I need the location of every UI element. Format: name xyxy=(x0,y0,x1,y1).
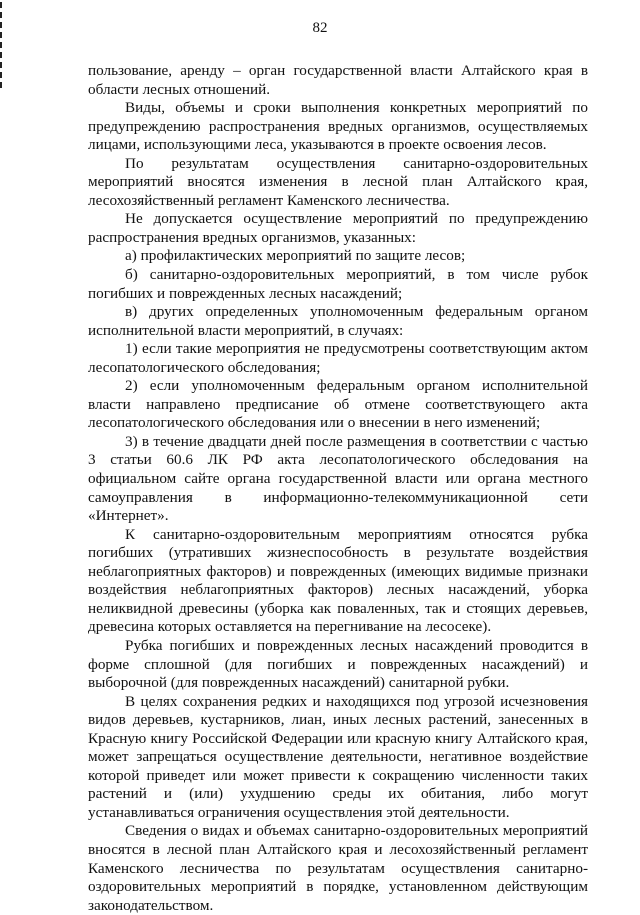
list-item-3: 3) в течение двадцати дней после размещения в соответствии с частью 3 статьи 60.6 ЛК РФ акта лесопатологического обследования на официальном сайте органа государственной власти или органа местного самоуправления в информационно-телекоммуникационной сети «Интернет». xyxy=(88,432,588,525)
list-item-1: 1) если такие мероприятия не предусмотрены соответствующим актом лесопатологического обследования; xyxy=(88,340,588,376)
list-item-a: а) профилактических мероприятий по защите лесов; xyxy=(125,247,466,265)
page-number: 82 xyxy=(312,20,328,36)
binding-edge-mark xyxy=(0,2,2,92)
list-item-c: в) других определенных уполномоченным федеральным органом исполнительной власти мероприятий, в случаях: xyxy=(88,303,588,339)
paragraph-prohibition: Не допускается осуществление мероприятий по предупреждению распространения вредных организмов, указанных: xyxy=(88,210,588,246)
paragraph-information-entry: Сведения о видах и объемах санитарно-оздоровительных мероприятий вносятся в лесной план Алтайского края и лесохозяйственный регламент Каменского лесничества по результатам осуществления санитарно-оздоровительных мероприятий в порядке, установленном действующим законодательством. xyxy=(88,822,588,914)
paragraph-felling-forms: Рубка погибших и поврежденных лесных насаждений проводится в форме сплошной (для погибших и поврежденных насаждений) и выборочной (для поврежденных насаждений) санитарной рубки. xyxy=(88,636,588,692)
paragraph-measures-types: Виды, объемы и сроки выполнения конкретных мероприятий по предупреждению распространения вредных организмов, осуществляемых лицами, использующими леса, указываются в проекте освоения лесов. xyxy=(88,99,588,154)
list-item-2: 2) если уполномоченным федеральным органом исполнительной власти направлено предписание об отмене соответствующего акта лесопатологического обследования или о внесении в него изменений; xyxy=(88,377,588,432)
paragraph-continuation: пользование, аренду – орган государственной власти Алтайского края в области лесных отношений. xyxy=(88,62,588,98)
paragraph-plan-changes: По результатам осуществления санитарно-оздоровительных мероприятий вносятся изменения в лесной план Алтайского края, лесохозяйственный регламент Каменского лесничества. xyxy=(88,154,588,209)
paragraph-sanitary-measures: К санитарно-оздоровительным мероприятиям относятся рубка погибших (утративших жизнеспособность в результате воздействия неблагоприятных факторов) и поврежденных (имеющих видимые признаки воздействия неблагоприятных факторов) лесных насаждений, уборка неликвидной древесины (уборка как поваленных, так и стоящих деревьев, древесина которых оставляется на перегнивание на лесосеке). xyxy=(88,525,588,636)
paragraph-rare-species: В целях сохранения редких и находящихся под угрозой исчезновения видов деревьев, кустарников, лиан, иных лесных растений, занесенных в Красную книгу Российской Федерации или красную книгу Алтайского края, может запрещаться осуществление деятельности, негативное воздействие которой приведет или может привести к сокращению численности таких растений и (или) ухудшению среды их обитания, либо могут устанавливаться ограничения осуществления этой деятельности. xyxy=(88,692,588,821)
document-body xyxy=(88,62,588,915)
list-item-b: б) санитарно-оздоровительных мероприятий, в том числе рубок погибших и поврежденных лесных насаждений; xyxy=(88,266,588,302)
